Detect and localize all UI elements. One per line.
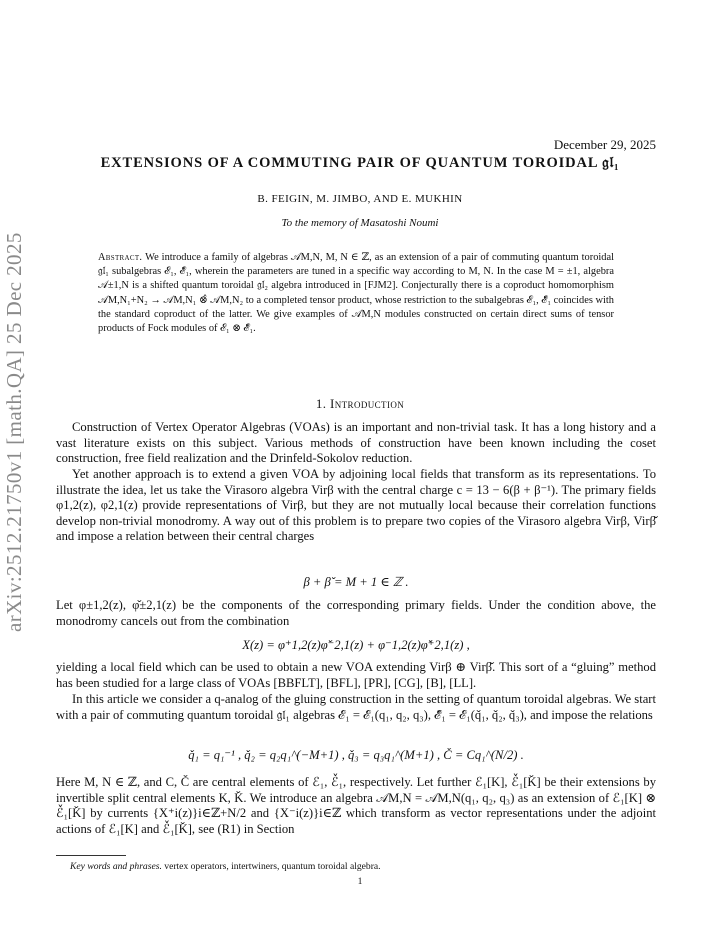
paragraph-2: Yet another approach is to extend a given VOA by adjoining local fields that transform as its representations. To illustrate the idea, let us take the Virasoro algebra Virβ with the central charge c = 13 − 6(β + β⁻¹). The primary fields φ1,2(z), φ2,1(z) provide representations of Virβ, but they are not mutually local because their correlation functions develop non-trivial monodromy. A way out of this problem is to prepare two copies of the Virasoro algebra Virβ, Virβ̌ and impose a relation between their central charges bbox=[56, 467, 656, 544]
equation-parameter-relations: q̌₁ = q₁⁻¹ , q̌₂ = q₂q₁^(−M+1) , q̌₃ = q₃q₁^(M+1) , Č = Cq₁^(N/2) . bbox=[188, 748, 524, 762]
footnote-text: vertex operators, intertwiners, quantum toroidal algebra. bbox=[164, 861, 381, 872]
footnote bbox=[70, 861, 650, 872]
page-number: 1 bbox=[357, 876, 363, 887]
paragraph-4: yielding a local field which can be used to obtain a new VOA extending Virβ ⊕ Virβ̌. This sort of a “gluing” method has been studied for a large class of VOAs [BBFLT], [BFL], [PR], [CG], [B], [LL]. bbox=[56, 660, 656, 690]
paragraph-6: Here M, N ∈ ℤ, and C, Č are central elements of ℰ₁, ℰ̌₁, respectively. Let further ℰ₁[K], ℰ̌₁[Ǩ] be their extensions by invertible split central elements K, Ǩ. We introduce an algebra 𝒜M,N = 𝒜M,N(q₁, q₂, q₃) as an extension of ℰ₁[K] ⊗ ℰ̌₁[Ǩ] by currents {X⁺i(z)}i∈ℤ+N/2 and {X⁻i(z)}i∈ℤ which transform as vector representations under the adjoint actions of ℰ₁[K] and ℰ̌₁[Ǩ], see (R1) in Section bbox=[56, 775, 656, 836]
abstract bbox=[98, 251, 614, 336]
equation-local-field: X(z) = φ⁺1,2(z)φ̌⁻2,1(z) + φ⁻1,2(z)φ̌⁺2,1(z) , bbox=[242, 638, 470, 652]
equation-central-charges: β + β̌ = M + 1 ∈ ℤ . bbox=[303, 575, 409, 589]
arxiv-identifier-stamp: arXiv:2512.21750v1 [math.QA] 25 Dec 2025 bbox=[2, 232, 26, 632]
footnote-divider bbox=[56, 855, 126, 856]
footnote-label: Key words and phrases. bbox=[70, 861, 162, 872]
paper-authors: B. FEIGIN, M. JIMBO, AND E. MUKHIN bbox=[257, 193, 463, 205]
abstract-label: Abstract. bbox=[98, 252, 143, 263]
paragraph-5: In this article we consider a q-analog of the gluing construction in the setting of quantum toroidal algebras. We start with a pair of commuting quantum toroidal 𝔤𝔩₁ algebras ℰ₁ = ℰ₁(q₁, q₂, q₃), ℰ̌₁ = ℰ₁(q̌₁, q̌₂, q̌₃), and impose the relations bbox=[56, 692, 656, 722]
dedication: To the memory of Masatoshi Noumi bbox=[281, 217, 439, 229]
document-date: December 29, 2025 bbox=[553, 137, 656, 152]
paper-title: EXTENSIONS OF A COMMUTING PAIR OF QUANTUM TOROIDAL 𝔤𝔩₁ bbox=[100, 155, 620, 171]
abstract-text: We introduce a family of algebras 𝒜M,N, M, N ∈ ℤ, as an extension of a pair of commuting quantum toroidal 𝔤𝔩₁ subalgebras ℰ₁, ℰ̌₁, wherein the parameters are tuned in a specific way according to M, N. In the case M = ±1, algebra 𝒜±1,N is a shifted quantum toroidal 𝔤𝔩₂ algebra introduced in [FJM2]. Conjecturally there is a coproduct homomorphism 𝒜M,N₁+N₂ → 𝒜M,N₁ ⊗̂ 𝒜M,N₂ to a completed tensor product, whose restriction to the subalgebras ℰ₁, ℰ̌₁ coincides with the standard coproduct of the latter. We give examples of 𝒜M,N modules constructed on certain direct sums of tensor products of Fock modules of ℰ₁ ⊗ ℰ̌₁. bbox=[98, 252, 614, 335]
section-heading: 1. Introduction bbox=[315, 396, 405, 411]
paragraph-3: Let φ±1,2(z), φ̌±2,1(z) be the components of the corresponding primary fields. Under the condition above, the monodromy cancels out from the combination bbox=[56, 598, 656, 628]
paragraph-1: Construction of Vertex Operator Algebras (VOAs) is an important and non-trivial task. It has a long history and a vast literature exists on this subject. Various methods of construction have been known including the coset construction, free field realization and the Drinfeld-Sokolov reduction. bbox=[56, 420, 656, 466]
